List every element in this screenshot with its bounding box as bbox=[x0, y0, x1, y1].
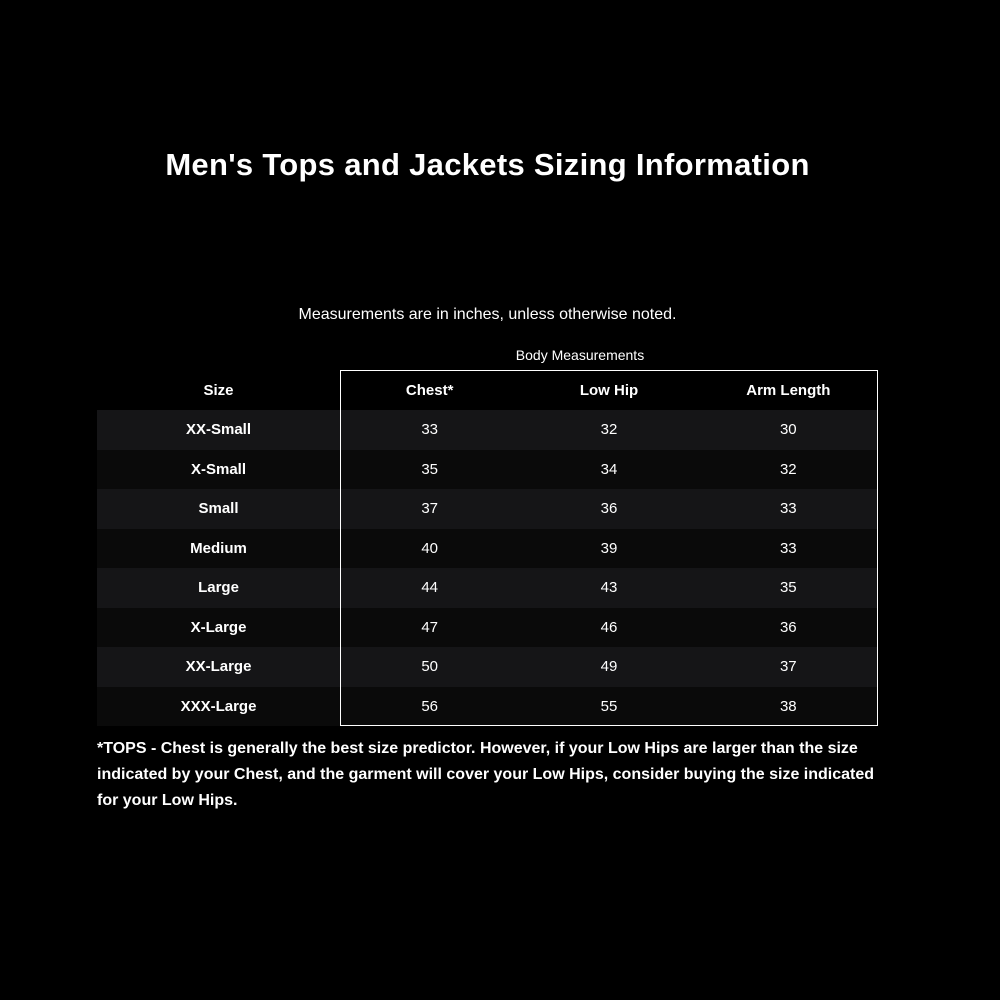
chest-value-cell: 50 bbox=[421, 658, 438, 676]
low-hip-value-cell: 49 bbox=[600, 658, 618, 676]
chest-value-cell: 37 bbox=[421, 500, 438, 518]
size-label-cell: Large bbox=[198, 579, 239, 597]
size-label-cell: X-Small bbox=[190, 460, 247, 478]
measurements-unit-note: Measurements are in inches, unless otherwise noted. bbox=[298, 306, 677, 323]
chest-value-cell: 56 bbox=[421, 697, 438, 715]
column-header-chest: Chest* bbox=[405, 381, 454, 399]
size-label-cell: X-Large bbox=[190, 618, 247, 636]
column-header-arm-length: Arm Length bbox=[746, 381, 831, 399]
table-row-x-small bbox=[97, 450, 878, 490]
arm-length-value-cell: 33 bbox=[779, 500, 797, 518]
table-row-large bbox=[97, 568, 878, 608]
column-header-size: Size bbox=[203, 381, 234, 399]
sizing-table bbox=[97, 370, 878, 726]
arm-length-value-cell: 35 bbox=[779, 579, 797, 597]
table-row-xx-small bbox=[97, 410, 878, 450]
table-row-medium bbox=[97, 529, 878, 569]
low-hip-value-cell: 43 bbox=[600, 579, 618, 597]
table-row-x-large bbox=[97, 608, 878, 648]
low-hip-value-cell: 32 bbox=[600, 421, 618, 439]
table-row-xx-large bbox=[97, 647, 878, 687]
body-measurements-caption: Body Measurements bbox=[515, 347, 645, 363]
low-hip-value-cell: 55 bbox=[600, 697, 618, 715]
arm-length-value-cell: 36 bbox=[779, 618, 797, 636]
size-label-cell: XXX-Large bbox=[180, 697, 257, 715]
table-row-xxx-large bbox=[97, 687, 878, 727]
chest-value-cell: 44 bbox=[421, 579, 438, 597]
column-header-low-hip: Low Hip bbox=[579, 381, 639, 399]
table-row-small bbox=[97, 489, 878, 529]
low-hip-value-cell: 36 bbox=[600, 500, 618, 518]
arm-length-value-cell: 37 bbox=[779, 658, 797, 676]
size-label-cell: Medium bbox=[190, 539, 247, 557]
page-title: Men's Tops and Jackets Sizing Information bbox=[165, 147, 810, 182]
size-label-cell: XX-Large bbox=[185, 658, 252, 676]
low-hip-value-cell: 34 bbox=[600, 460, 618, 478]
arm-length-value-cell: 32 bbox=[779, 460, 797, 478]
size-label-cell: Small bbox=[198, 500, 239, 518]
chest-value-cell: 40 bbox=[421, 539, 438, 557]
low-hip-value-cell: 39 bbox=[600, 539, 618, 557]
arm-length-value-cell: 38 bbox=[779, 697, 797, 715]
low-hip-value-cell: 46 bbox=[600, 618, 618, 636]
table-header-row bbox=[97, 370, 878, 410]
chest-value-cell: 33 bbox=[421, 421, 438, 439]
chest-value-cell: 35 bbox=[421, 460, 438, 478]
size-label-cell: XX-Small bbox=[185, 421, 252, 439]
chest-value-cell: 47 bbox=[421, 618, 438, 636]
arm-length-value-cell: 33 bbox=[779, 539, 797, 557]
arm-length-value-cell: 30 bbox=[779, 421, 797, 439]
tops-sizing-footnote: *TOPS - Chest is generally the best size predictor. However, if your Low Hips are larger than the size indicated by your Chest, and the garment will cover your Low Hips, consider buying the size indicated for your Low Hips. bbox=[97, 740, 875, 809]
